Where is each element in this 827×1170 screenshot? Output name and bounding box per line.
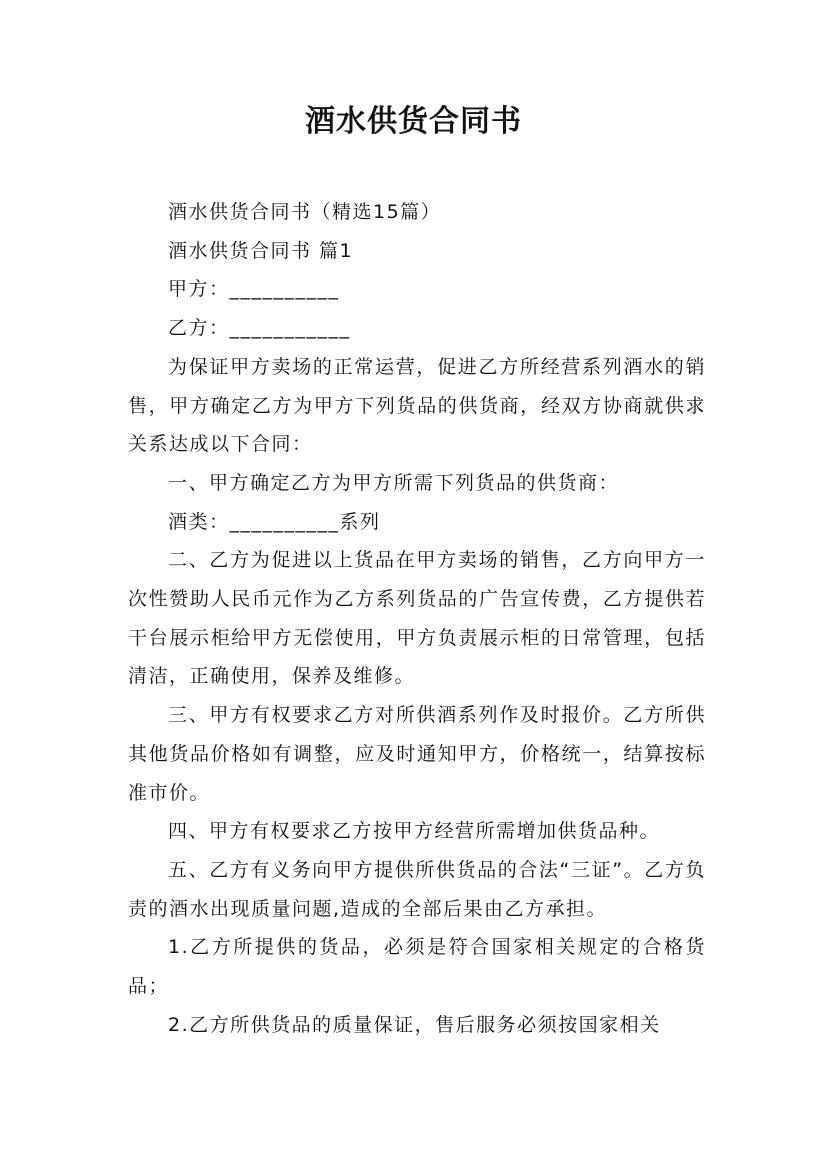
paragraph-preamble: 为保证甲方卖场的正常运营，促进乙方所经营系列酒水的销售，甲方确定乙方为甲方下列货品的供货商，经双方协商就供求关系达成以下合同： [128, 355, 706, 456]
document-body [128, 193, 706, 1044]
paragraph-section-heading: 酒水供货合同书 篇1 [168, 239, 354, 262]
paragraph-item-1: 1.乙方所提供的货品，必须是符合国家相关规定的合格货品； [128, 936, 706, 998]
paragraph-clause-4: 四、甲方有权要求乙方按甲方经营所需增加供货品种。 [168, 820, 661, 843]
paragraph-subtitle: 酒水供货合同书（精选15篇） [168, 201, 442, 223]
paragraph-clause-2: 二、乙方为促进以上货品在甲方卖场的销售，乙方向甲方一次性赞助人民币元作为乙方系列货品的广告宣传费，乙方提供若干台展示柜给甲方无偿使用，甲方负责展示柜的日常管理，包括清洁，正确使用，保养及维修。 [128, 549, 706, 688]
paragraph-party-a: 甲方：__________ [168, 278, 340, 301]
paragraph-clause-3: 三、甲方有权要求乙方对所供酒系列作及时报价。乙方所供其他货品价格如有调整，应及时通知甲方，价格统一，结算按标准市价。 [128, 704, 706, 804]
paragraph-item-2: 2.乙方所供货品的质量保证，售后服务必须按国家相关 [168, 1013, 661, 1036]
paragraph-party-b: 乙方：___________ [168, 317, 351, 340]
paragraph-wine-type: 酒类：__________系列 [168, 510, 381, 533]
paragraph-clause-1: 一、甲方确定乙方为甲方所需下列货品的供货商： [168, 471, 620, 494]
paragraph-clause-5: 五、乙方有义务向甲方提供所供货品的合法“三证”。乙方负责的酒水出现质量问题,造成的全部后果由乙方承担。 [128, 858, 706, 920]
document-title: 酒水供货合同书 [305, 104, 522, 139]
